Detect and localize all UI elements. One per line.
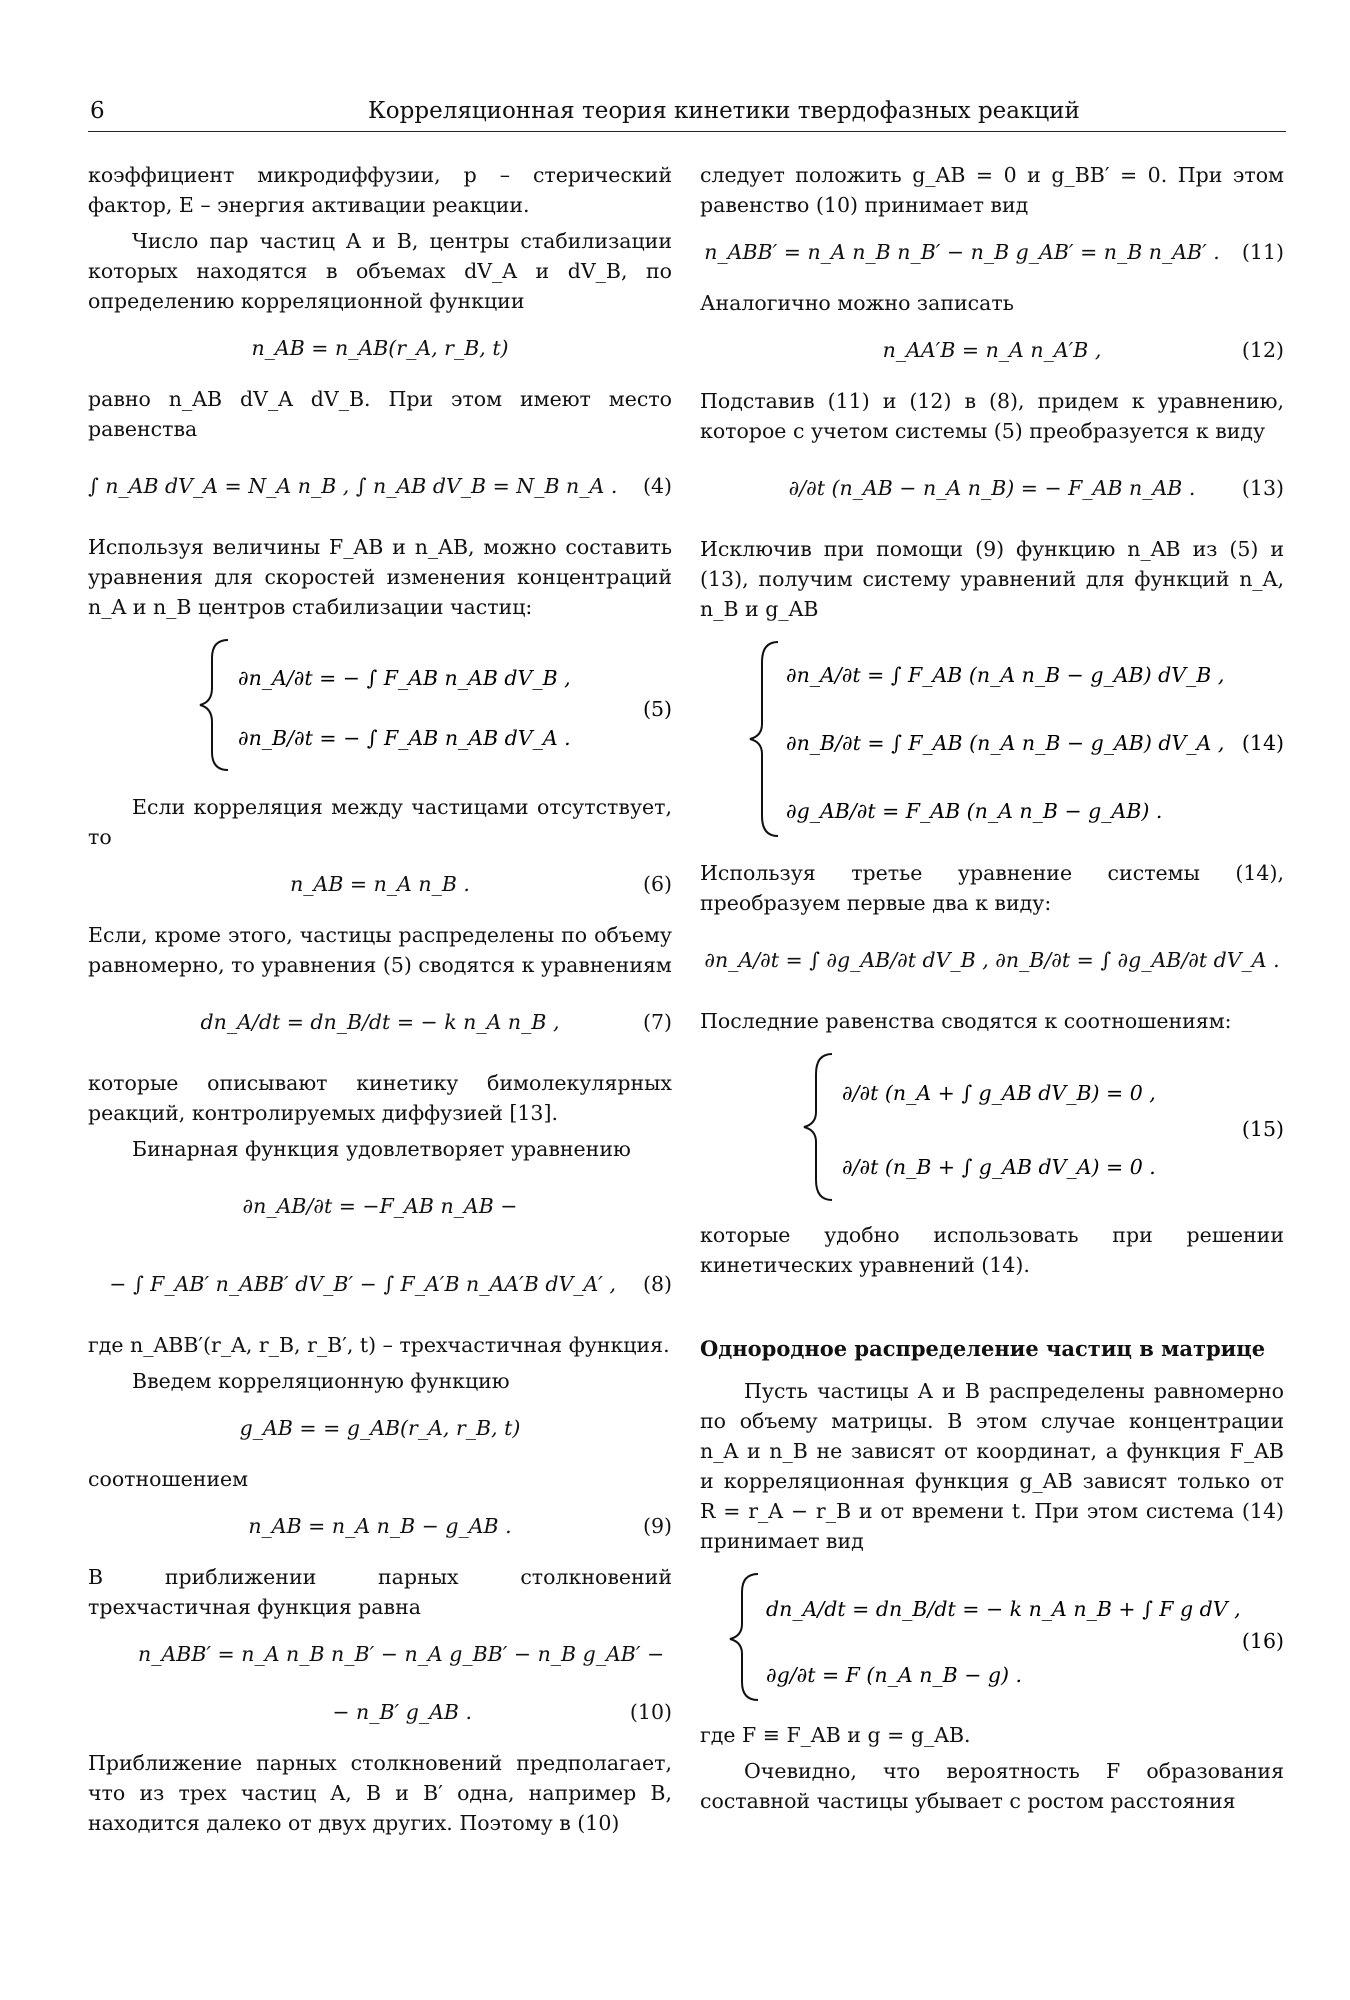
equation-number: (9) — [642, 1514, 672, 1538]
section-title: Однородное распределение частиц в матрице — [700, 1336, 1266, 1361]
equation-text: dn_A/dt = dn_B/dt = − k n_A n_B , — [200, 1010, 560, 1034]
paragraph: где F ≡ F_AB и g = g_AB. — [700, 1723, 971, 1747]
equation-text: ∫ n_AB dV_A = N_A n_B , ∫ n_AB dV_B = N_B n_A . — [88, 474, 618, 498]
equation — [88, 326, 672, 370]
equation-8-line-1 — [88, 1174, 672, 1238]
paragraph: Введем корреляционную функцию — [132, 1369, 510, 1393]
equation-4 — [88, 454, 672, 518]
eq14-line-1: ∂n_A/∂t = ∫ F_AB (n_A n_B − g_AB) dV_B , — [786, 663, 1225, 687]
header-rule — [88, 131, 1286, 132]
paragraph: следует положить g_AB = 0 и g_BB′ = 0. При этом равенство (10) принимает вид — [700, 163, 1284, 217]
paragraph: которые описывают кинетику бимолекулярных реакций, контролируемых диффузией [13]. — [88, 1071, 672, 1125]
equation-16 — [700, 1564, 1284, 1708]
equation — [88, 1406, 672, 1450]
equation-5 — [88, 630, 672, 780]
equation-text: − n_B′ g_AB . — [332, 1700, 472, 1724]
paragraph: которые удобно использовать при решении кинетических уравнений (14). — [700, 1223, 1284, 1277]
equation-number: (10) — [629, 1700, 672, 1724]
paragraph: Если, кроме этого, частицы распределены по объему равномерно, то уравнения (5) сводятся к уравнениям — [88, 923, 672, 977]
paragraph: Число пар частиц A и B, центры стабилизации которых находятся в объемах dV_A и dV_B, по определению корреляционной функции — [88, 229, 672, 313]
paragraph: Используя величины F_AB и n_AB, можно составить уравнения для скоростей изменения концентраций n_A и n_B центров стабилизации частиц: — [88, 535, 672, 619]
equation-number: (12) — [1241, 338, 1284, 362]
equation-9 — [88, 1504, 672, 1548]
equation-text: ∂/∂t (n_AB − n_A n_B) = − F_AB n_AB . — [788, 476, 1196, 500]
equation-text: g_AB = = g_AB(r_A, r_B, t) — [239, 1416, 521, 1440]
eq14-line-3: ∂g_AB/∂t = F_AB (n_A n_B − g_AB) . — [786, 799, 1163, 823]
equation-number: (8) — [642, 1272, 672, 1296]
equation-text: n_ABB′ = n_A n_B n_B′ − n_B g_AB′ = n_B n_AB′ . — [704, 240, 1220, 264]
paragraph: где n_ABB′(r_A, r_B, r_B′, t) – трехчастичная функция. — [88, 1333, 670, 1357]
equation-7 — [88, 990, 672, 1054]
paragraph: Аналогично можно записать — [700, 291, 1014, 315]
paragraph: Если корреляция между частицами отсутствует, то — [88, 795, 672, 849]
paragraph: Очевидно, что вероятность F образования составной частицы убывает с ростом расстояния — [700, 1759, 1284, 1813]
equation-text: n_AA′B = n_A n_A′B , — [882, 338, 1102, 362]
paragraph: Последние равенства сводятся к соотношениям: — [700, 1009, 1232, 1033]
equation-15 — [700, 1044, 1284, 1208]
equation-text: ∂n_A/∂t = ∫ ∂g_AB/∂t dV_B , ∂n_B/∂t = ∫ ∂g_AB/∂t dV_A . — [704, 948, 1280, 972]
equation-text: n_AB = n_A n_B − g_AB . — [248, 1514, 512, 1538]
paragraph: Используя третье уравнение системы (14), преобразуем первые два к виду: — [700, 861, 1284, 915]
paragraph: Исключив при помощи (9) функцию n_AB из (5) и (13), получим систему уравнений для функций n_A, n_B и g_AB — [700, 537, 1284, 621]
equation-text: − ∫ F_AB′ n_ABB′ dV_B′ − ∫ F_A′B n_AA′B dV_A′ , — [109, 1272, 616, 1296]
equation-number: (13) — [1241, 476, 1284, 500]
running-title: Корреляционная теория кинетики твердофазных реакций — [368, 98, 1080, 124]
equation-13 — [700, 456, 1284, 520]
paragraph: соотношением — [88, 1467, 249, 1491]
equation-derivatives — [700, 928, 1284, 992]
equation-14 — [700, 632, 1284, 846]
eq15-line-2: ∂/∂t (n_B + ∫ g_AB dV_A) = 0 . — [842, 1155, 1156, 1179]
paragraph: В приближении парных столкновений трехчастичная функция равна — [88, 1565, 672, 1619]
paragraph: равно n_AB dV_A dV_B. При этом имеют место равенства — [88, 387, 672, 441]
equation-number: (16) — [1241, 1629, 1284, 1653]
equation-12 — [700, 328, 1284, 372]
equation-number: (7) — [642, 1010, 672, 1034]
equation-number: (4) — [642, 474, 672, 498]
eq16-line-1: dn_A/dt = dn_B/dt = − k n_A n_B + ∫ F g dV , — [766, 1597, 1241, 1621]
paragraph: Приближение парных столкновений предполагает, что из трех частиц A, B и B′ одна, например B, находится далеко от двух других. Поэтому в (10) — [88, 1751, 672, 1835]
paragraph: Бинарная функция удовлетворяет уравнению — [132, 1137, 631, 1161]
equation-8-line-2 — [88, 1252, 672, 1316]
equation-10-line-2 — [88, 1690, 672, 1734]
equation-text: n_AB = n_AB(r_A, r_B, t) — [251, 336, 509, 360]
eq16-line-2: ∂g/∂t = F (n_A n_B − g) . — [766, 1663, 1023, 1687]
equation-number: (14) — [1241, 731, 1284, 755]
equation-text: n_AB = n_A n_B . — [290, 872, 470, 896]
equation-number: (11) — [1241, 240, 1284, 264]
eq15-line-1: ∂/∂t (n_A + ∫ g_AB dV_B) = 0 , — [842, 1081, 1156, 1105]
equation-number: (5) — [642, 697, 672, 721]
equation-text: ∂n_AB/∂t = −F_AB n_AB − — [242, 1194, 518, 1218]
right-column — [700, 160, 1284, 1822]
equation-number: (15) — [1241, 1117, 1284, 1141]
paragraph: коэффициент микродиффузии, p – стерический фактор, E – энергия активации реакции. — [88, 163, 672, 217]
equation-number: (6) — [642, 872, 672, 896]
eq5-line-2: ∂n_B/∂t = − ∫ F_AB n_AB dV_A . — [238, 726, 571, 750]
paragraph: Подставив (11) и (12) в (8), придем к уравнению, которое с учетом системы (5) преобразуется к виду — [700, 389, 1284, 443]
eq5-line-1: ∂n_A/∂t = − ∫ F_AB n_AB dV_B , — [238, 666, 571, 690]
equation-11 — [700, 230, 1284, 274]
paragraph: Пусть частицы A и B распределены равномерно по объему матрицы. В этом случае концентрации n_A и n_B не зависят от координат, а функция F_AB и корреляционная функция g_AB зависят только от R = r_A − r_B и от времени t. При этом система (14) принимает вид — [700, 1379, 1284, 1553]
page-number: 6 — [90, 98, 105, 124]
left-column — [88, 160, 672, 1844]
eq14-line-2: ∂n_B/∂t = ∫ F_AB (n_A n_B − g_AB) dV_A , — [786, 731, 1225, 755]
equation-6 — [88, 862, 672, 906]
equation-10-line-1 — [88, 1632, 672, 1676]
equation-text: n_ABB′ = n_A n_B n_B′ − n_A g_BB′ − n_B g_AB′ − — [138, 1642, 665, 1666]
